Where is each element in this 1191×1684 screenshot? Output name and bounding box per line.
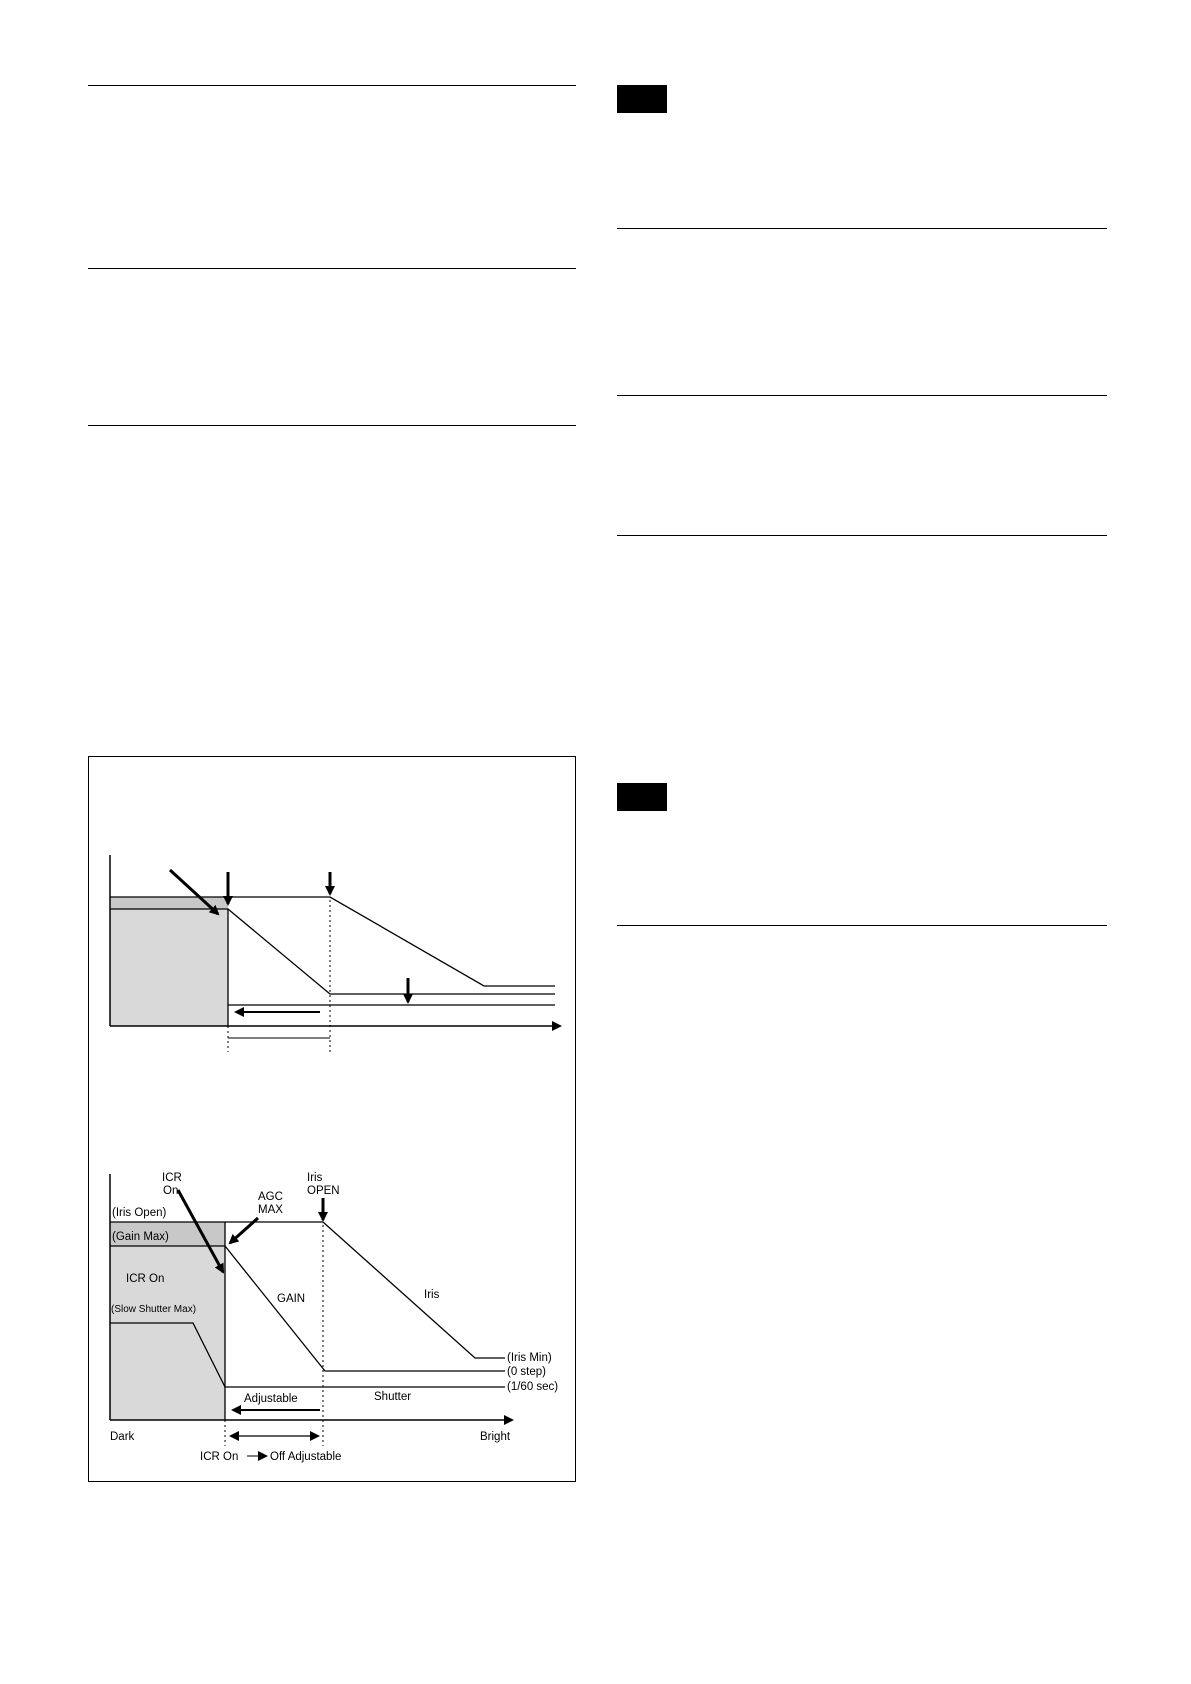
label-icr-on-top: ICR: [162, 1172, 182, 1184]
label-iris-bottom: OPEN: [307, 1185, 340, 1197]
label-agc-top: AGC: [258, 1191, 283, 1203]
upper-diagram: [110, 855, 560, 1052]
label-icr-on-region: ICR On: [126, 1273, 165, 1285]
label-gain: GAIN: [277, 1293, 306, 1305]
label-zero-step: (0 step): [507, 1366, 546, 1378]
label-icr-on-off-suffix: Off Adjustable: [270, 1451, 342, 1463]
label-iris-min: (Iris Min): [507, 1352, 552, 1364]
label-iris-top: Iris: [307, 1172, 323, 1184]
label-shutter-speed: (1/60 sec): [507, 1381, 559, 1393]
label-dark: Dark: [110, 1431, 135, 1443]
label-adjustable: Adjustable: [244, 1393, 298, 1405]
label-bright: Bright: [480, 1431, 511, 1443]
label-icr-on-off-prefix: ICR On: [200, 1451, 239, 1463]
label-icr-on-bottom: On: [163, 1185, 179, 1197]
upper-shaded-region: [110, 897, 228, 1026]
lower-diagram: [110, 1172, 558, 1463]
label-gain-max: (Gain Max): [112, 1231, 169, 1243]
lower-shaded-region: [110, 1222, 225, 1420]
label-slow-shutter-max: (Slow Shutter Max): [111, 1304, 197, 1315]
label-shutter: Shutter: [374, 1391, 412, 1403]
label-iris: Iris: [424, 1289, 440, 1301]
label-iris-open: (Iris Open): [112, 1207, 167, 1219]
label-agc-bottom: MAX: [258, 1204, 283, 1216]
